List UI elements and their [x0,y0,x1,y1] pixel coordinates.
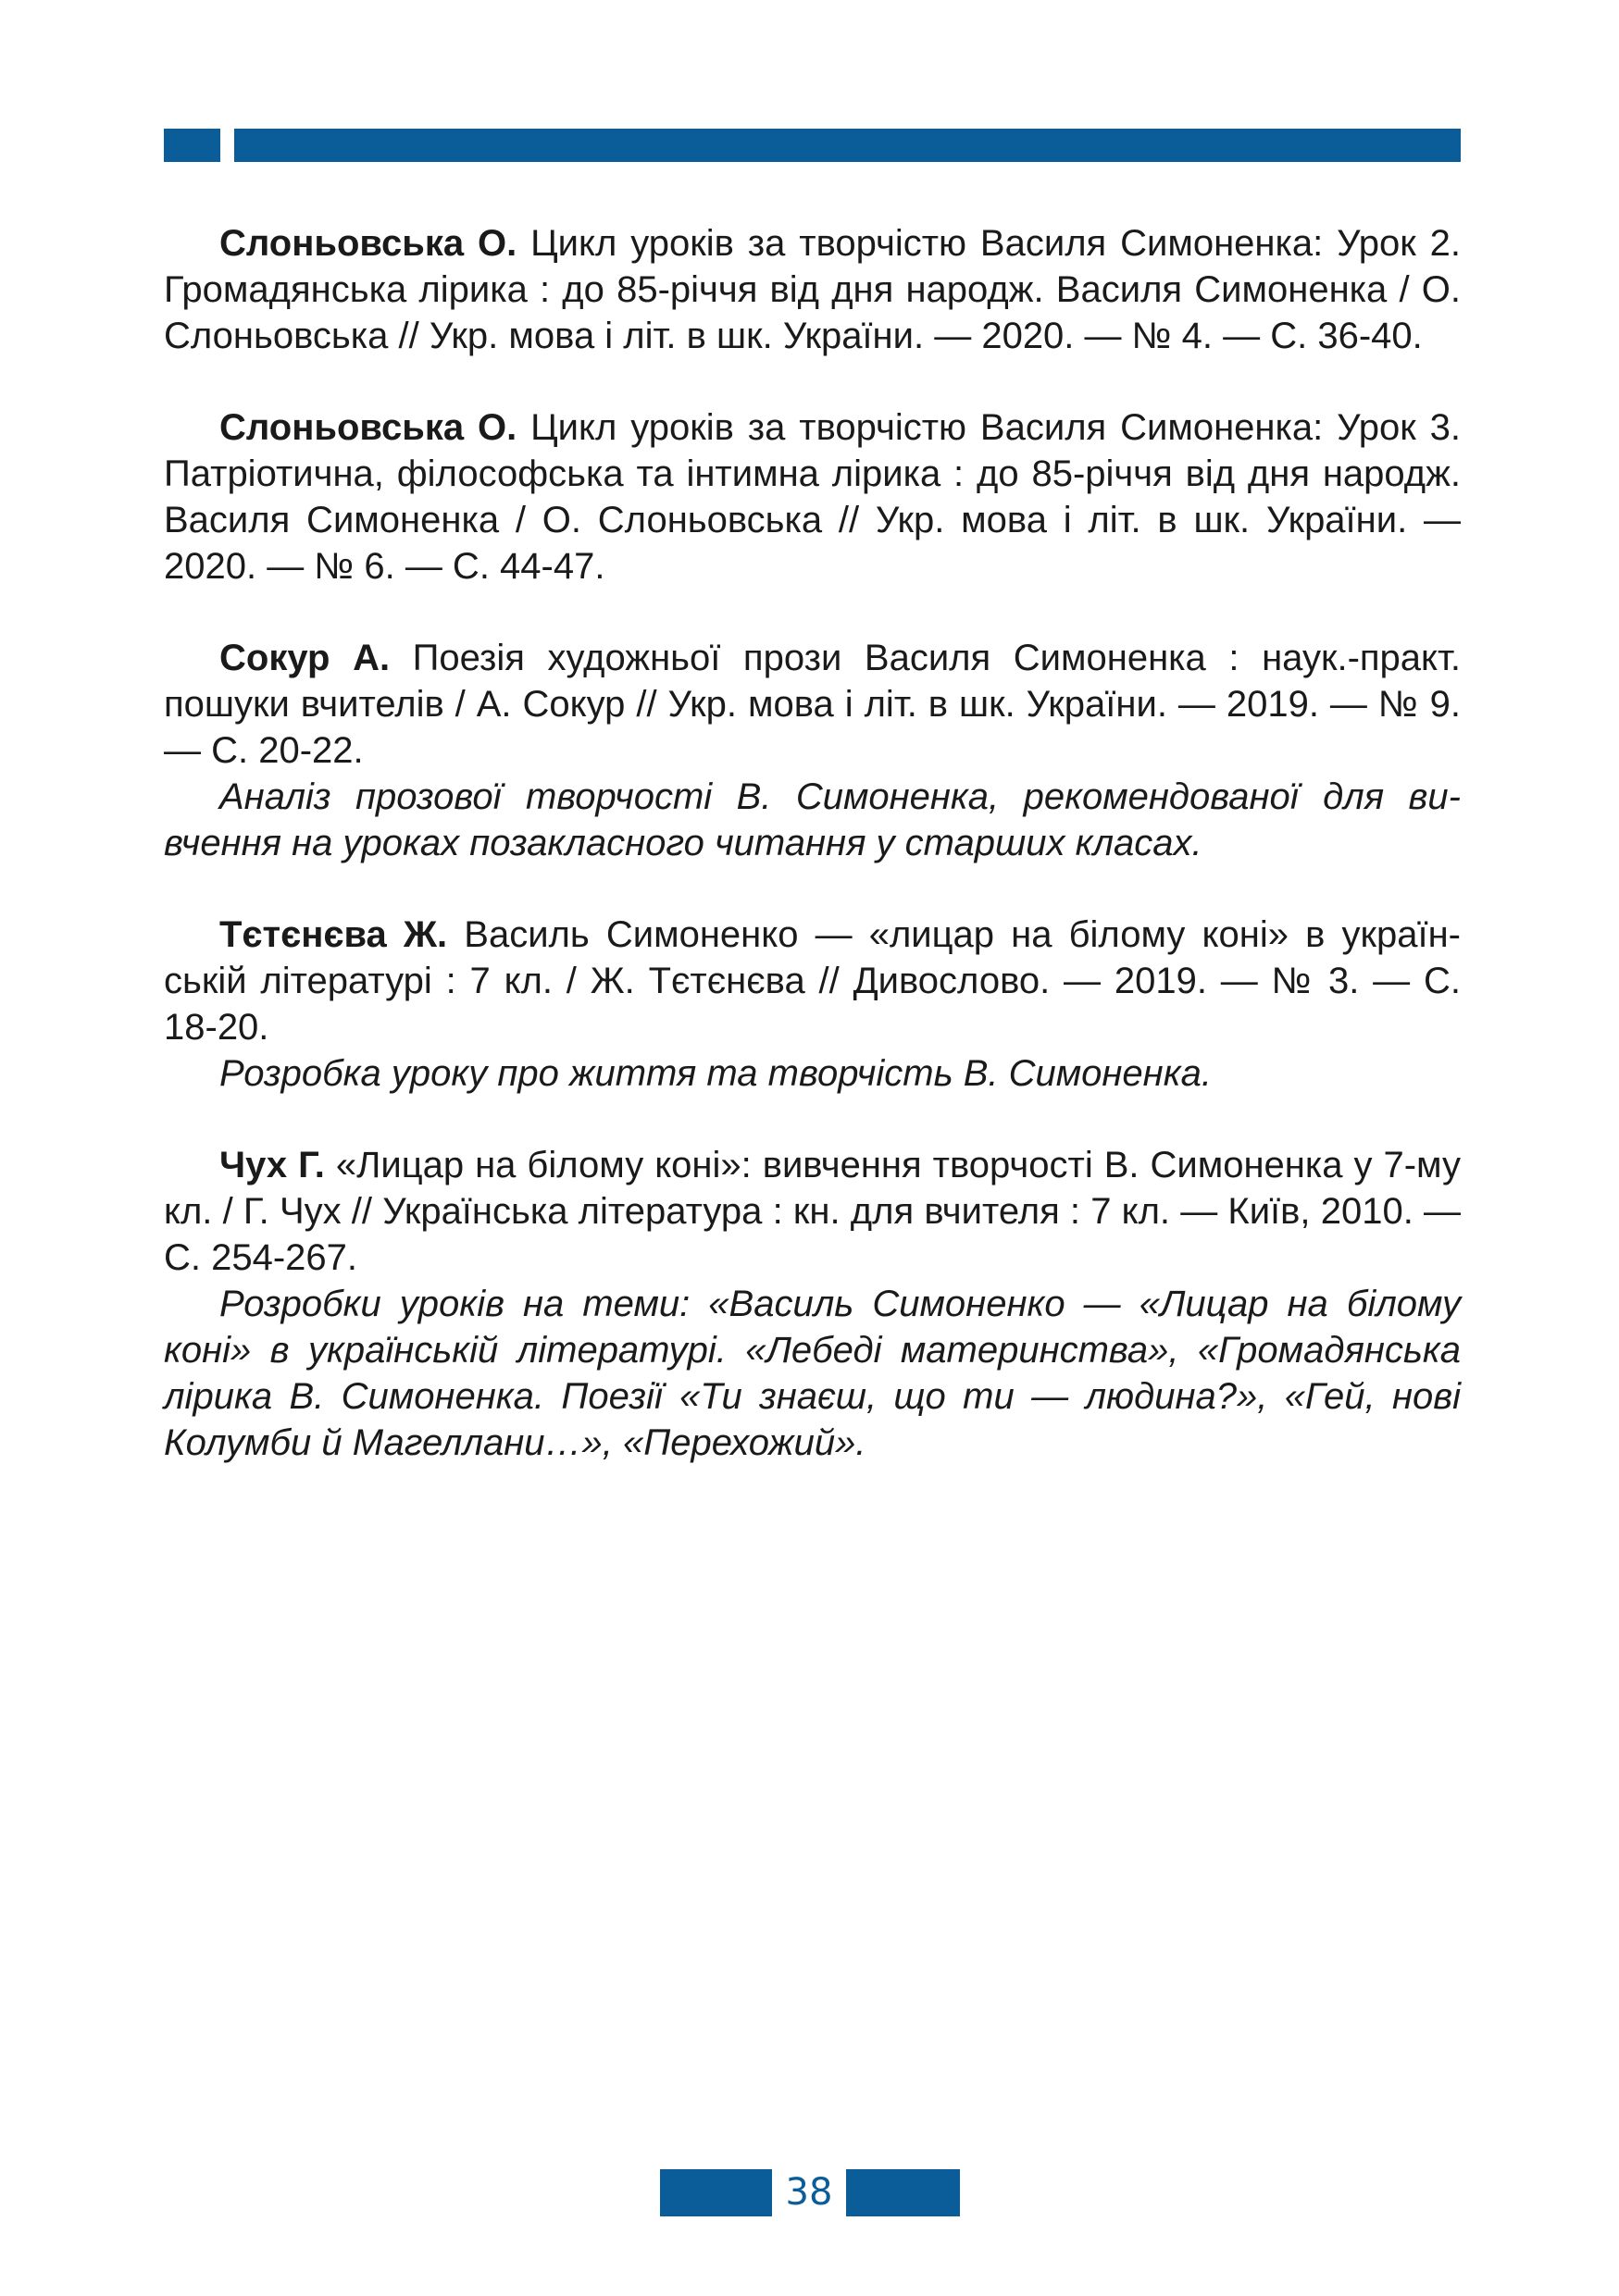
bibliography-entry [164,912,1461,1097]
bibliography-entry [164,1142,1461,1466]
entry-author: Слоньовська О. [219,223,517,264]
entry-author: Тєтєнєва Ж. [219,914,448,955]
entry-text: Василь Симоненко — «лицар на білому коні» в українській літературі : 7 кл. / Ж. Тєтєнєва // Дивослово. — 2019. — № 3. — С. 18-20. [164,914,1461,1048]
entry-text: Цикл уроків за творчістю Василя Симоненка: Урок 3. Патріотична, філософська та інтимна лірика : до 85-річчя від дня народж. Василя Симоненка / О. Слоньовська // Укр. мова і літ. в шк. України. — 2020. — № 6. — С. 44-47. [164,407,1461,587]
page-number: 38 [785,2171,833,2214]
entry-annotation: Розробки уроків на теми: «Василь Симоненко — «Лицар на білому коні» в українській літературі. «Лебеді материнства», «Громадянська лірика В. Симоненка. Поезії «Ти знаєш, що ти — людина?», «Гей, нові Колумби й Магеллани…», «Перехожий». [164,1284,1461,1463]
entry-annotation: Розробка уроку про життя та творчість В. Симоненка. [219,1053,1212,1094]
entry-citation [164,635,1461,774]
entry-text: «Лицар на білому коні»: вивчення творчості В. Симоненка у 7-му кл. / Г. Чух // Українська література : кн. для вчителя : 7 кл. — Київ, 2010. — С. 254-267. [164,1145,1461,1278]
bibliography-entry [164,635,1461,866]
footer-bar-right [846,2169,960,2216]
entry-author: Сокур А. [219,638,391,678]
bibliography-entry [164,220,1461,359]
header-bar-long [234,129,1461,162]
entry-author: Слоньовська О. [219,407,517,448]
bibliography-list [164,220,1461,1511]
entry-citation [164,912,1461,1050]
entry-author: Чух Г. [219,1145,325,1185]
entry-citation [164,404,1461,590]
entry-citation [164,220,1461,359]
header-bar-small [164,129,220,162]
entry-text: Поезія художньої прози Василя Симоненка : наук.-практ. пошуки вчителів / А. Сокур // Укр. мова і літ. в шк. України. — 2019. — № 9. — С. 20-22. [164,638,1461,771]
page-footer [660,2169,960,2216]
footer-bar-left [660,2169,772,2216]
entry-text: Цикл уроків за творчістю Василя Симоненка: Урок 2. Громадянська лірика : до 85-річчя від дня народж. Василя Симоненка / О. Слоньовська // Укр. мова і літ. в шк. України. — 2020. — № 4. — С. 36-40. [164,223,1461,356]
entry-citation [164,1142,1461,1281]
bibliography-entry [164,404,1461,590]
entry-annotation: Аналіз прозової творчості В. Симоненка, рекомендованої для вивчення на уроках позакласного читання у старших класах. [164,776,1461,863]
